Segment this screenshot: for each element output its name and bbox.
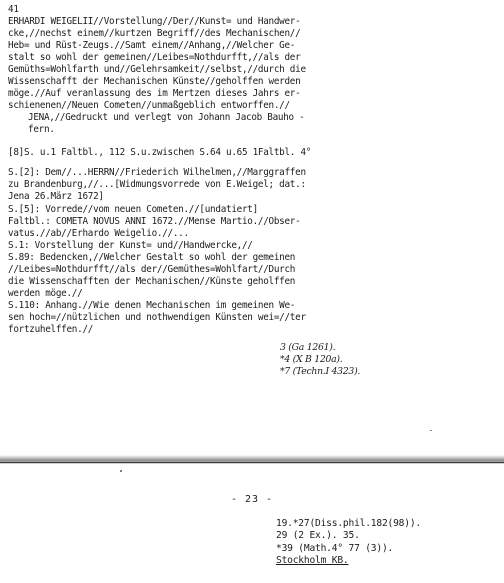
title-line: möge.//Auf veranlassung des im Mertzen dieses Jahrs er- (8, 88, 301, 99)
title-line: Heb= und Rüst-Zeugs.//Samt einem//Anhang,//Welcher Ge- (8, 40, 296, 51)
scan-speck (120, 470, 122, 472)
holding-line: *39 (Math.4° 77 (3)). (276, 542, 394, 554)
note-line: S.[5]: Vorrede//vom neuen Cometen.//[undatiert] (8, 204, 258, 215)
collation-line: [8]S. u.1 Faltbl., 112 S.u.zwischen S.64 u.65 1Faltbl. 4° (8, 147, 312, 158)
note-line: werden möge.// (8, 288, 83, 299)
page-number: - 23 - (230, 494, 274, 505)
copy-line: *4 (X B 120a). (280, 354, 343, 365)
copy-line: 3 (Ga 1261). (280, 342, 336, 353)
note-line: S.1: Vorstellung der Kunst= und//Handwercke,// (8, 240, 253, 251)
page-divider (0, 462, 504, 463)
holding-line: 19.*27(Diss.phil.182(98)). (276, 518, 421, 529)
title-line: ERHARDI WEIGELII//Vorstellung//Der//Kunst= und Handwer- (8, 16, 301, 27)
note-line: S.110: Anhang.//Wie denen Mechanischen im gemeinen We- (8, 300, 296, 311)
copy-line: *7 (Techn.I 4323). (280, 366, 361, 377)
note-line: zu Brandenburg,//...[Widmungsvorrede von E.Weigel; dat.: (8, 179, 306, 190)
title-line: schienenen//Neuen Cometen//unmaßgeblich entworffen.// (8, 100, 290, 111)
title-line: stalt so wohl der gemeinen//Leibes=Nothdurfft,//als der (8, 52, 301, 63)
note-line: Jena 26.März 1672] (8, 191, 104, 202)
holding-line: 29 (2 Ex.). 35. (276, 530, 360, 542)
note-line: //Leibes=Nothdurfft//als der//Gemüthes=Wohlfart//Durch (8, 264, 296, 275)
note-line: vatus.//ab//Erhardo Weigelio.//... (8, 228, 189, 239)
holdings-block (276, 518, 421, 568)
note-line: sen hoch=//nützlichen und nothwendigen Künsten wei=//ter (8, 312, 306, 323)
title-line: Wissenschafft der Mechanischen Künste//geholffen werden (8, 76, 301, 87)
title-line: JENA,//Gedruckt und verlegt von Johann Jacob Bauho - (28, 112, 305, 123)
note-line: Faltbl.: COMETA NOVUS ANNI 1672.//Mense Martio.//Obser- (8, 216, 301, 227)
note-line: die Wissenschafften der Mechanischen//Künste geholffen (8, 276, 296, 287)
title-line: Gemüths=Wohlfarth und//Gelehrsamkeit//selbst,//durch die (8, 64, 306, 75)
note-line: S.[2]: Dem//...HERRN//Friederich Wilhelmen,//Marggraffen (8, 167, 306, 178)
title-line: cke,//nechst einem//kurtzen Begriff//des Mechanischen// (8, 28, 301, 39)
holding-line: Stockholm KB. (276, 555, 349, 567)
note-line: S.89: Bedencken,//Welcher Gestalt so wohl der gemeinen (8, 252, 296, 263)
note-line: fortzuhelffen.// (8, 324, 94, 335)
scan-speck (430, 430, 432, 431)
entry-number: 41 (8, 4, 19, 15)
title-line: fern. (28, 124, 55, 135)
